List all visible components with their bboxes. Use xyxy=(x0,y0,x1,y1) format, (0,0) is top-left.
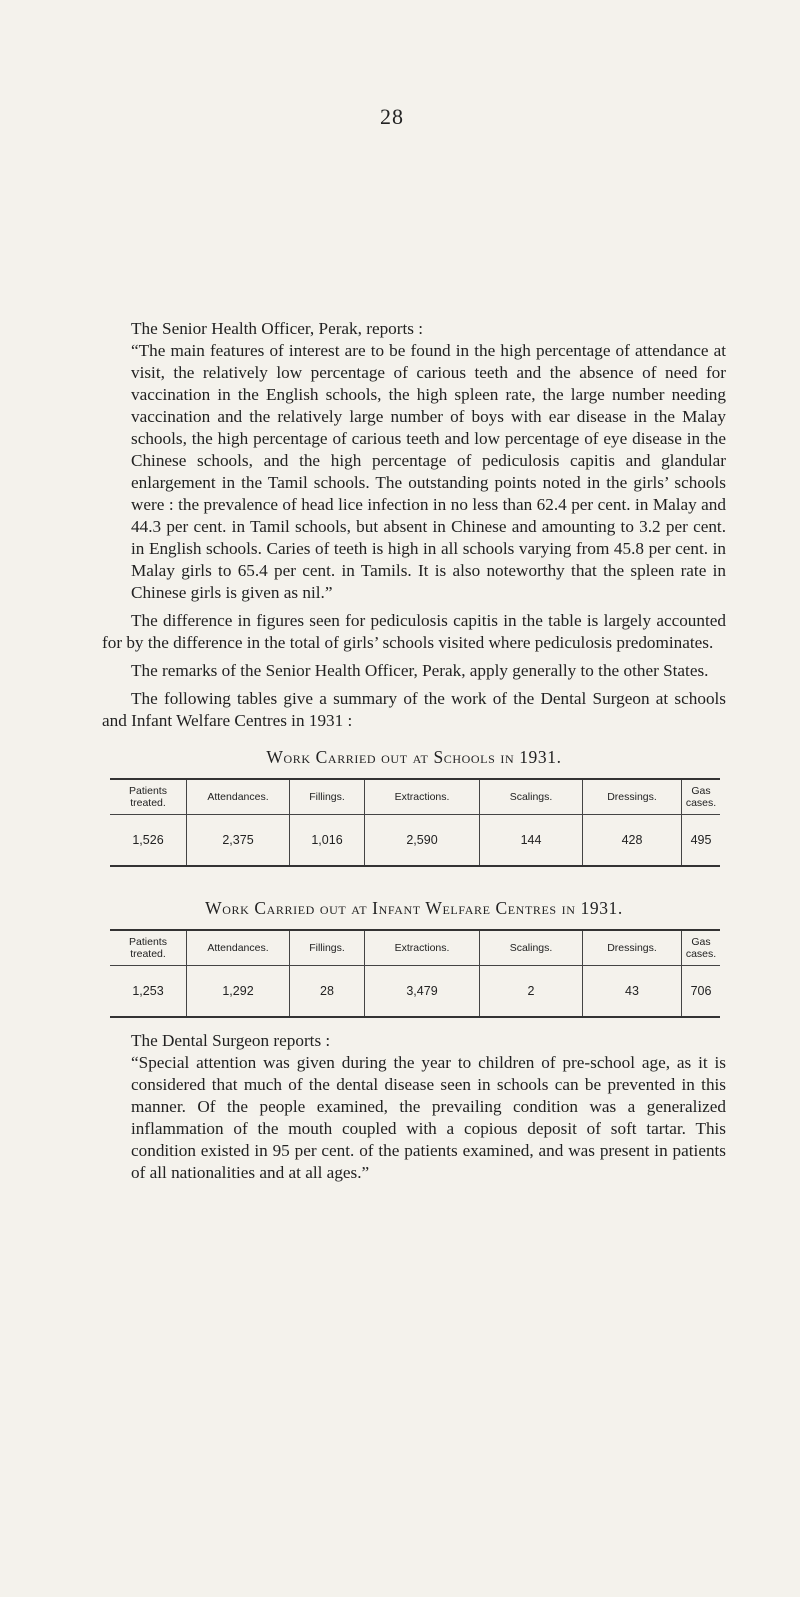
cell-extractions: 2,590 xyxy=(365,815,480,867)
cell-gas-cases: 706 xyxy=(682,966,721,1018)
paragraph-tables-intro: The following tables give a summary of the work of the Dental Surgeon at schools and Infant Welfare Centres in 1931 : xyxy=(102,689,726,730)
col-extractions: Extractions. xyxy=(365,930,480,966)
report-body xyxy=(102,318,726,1184)
cell-fillings: 28 xyxy=(290,966,365,1018)
col-extractions: Extractions. xyxy=(365,779,480,815)
cell-dressings: 428 xyxy=(583,815,682,867)
welfare-work-table xyxy=(110,929,720,1018)
perak-quote: “The main features of interest are to be found in the high percentage of attendance at visit, the relatively low percentage of carious teeth and the absence of need for vaccination in the English schools, the high spleen rate, the large number needing vaccination and the relatively large number of boys with ear disease in the Malay schools, the high percentage of carious teeth and low percentage of eye disease in the Chinese schools, and the high percentage of pediculosis capitis and glandular enlargement in the Tamil schools. The outstanding points noted in the girls’ schools were : the prevalence of head lice infection in no less than 62.4 per cent. in Malay and 44.3 per cent. in Tamil schools, but absent in Chinese and amounting to 3.2 per cent. in English schools. Caries of teeth is high in all schools varying from 45.8 per cent. in Malay girls to 65.4 per cent. in Tamils. It is also noteworthy that the spleen rate in Chinese girls is given as nil.” xyxy=(131,341,726,602)
cell-scalings: 2 xyxy=(480,966,583,1018)
col-gas-cases: Gas cases. xyxy=(682,779,721,815)
cell-gas-cases: 495 xyxy=(682,815,721,867)
table-header-row xyxy=(110,930,720,966)
table-header-row xyxy=(110,779,720,815)
welfare-table-title: Work Carried out at Infant Welfare Centres in 1931. xyxy=(205,898,623,918)
col-attendances: Attendances. xyxy=(187,930,290,966)
col-scalings: Scalings. xyxy=(480,779,583,815)
col-fillings: Fillings. xyxy=(290,930,365,966)
cell-extractions: 3,479 xyxy=(365,966,480,1018)
cell-attendances: 1,292 xyxy=(187,966,290,1018)
schools-work-table xyxy=(110,778,720,867)
col-fillings: Fillings. xyxy=(290,779,365,815)
col-dressings: Dressings. xyxy=(583,779,682,815)
cell-patients-treated: 1,253 xyxy=(132,984,164,998)
col-patients-treated: Patients treated. xyxy=(110,930,187,966)
cell-patients-treated: 1,526 xyxy=(132,833,164,847)
col-dressings: Dressings. xyxy=(583,930,682,966)
cell-dressings: 43 xyxy=(583,966,682,1018)
col-gas-cases: Gas cases. xyxy=(682,930,721,966)
table-row xyxy=(110,966,720,1018)
table-row xyxy=(110,815,720,867)
cell-attendances: 2,375 xyxy=(187,815,290,867)
paragraph-pediculosis: The difference in figures seen for pediculosis capitis in the table is largely accounted for by the difference in the total of girls’ schools visited where pediculosis predominates. xyxy=(102,611,726,652)
dental-surgeon-intro: The Dental Surgeon reports : xyxy=(131,1031,331,1050)
paragraph-remarks: The remarks of the Senior Health Officer, Perak, apply generally to the other States. xyxy=(131,661,709,680)
intro-line: The Senior Health Officer, Perak, reports : xyxy=(131,319,424,338)
schools-table-title: Work Carried out at Schools in 1931. xyxy=(266,747,562,767)
cell-fillings: 1,016 xyxy=(290,815,365,867)
page-number: 28 xyxy=(380,104,404,129)
col-patients-treated: Patients treated. xyxy=(110,779,187,815)
col-attendances: Attendances. xyxy=(187,779,290,815)
col-scalings: Scalings. xyxy=(480,930,583,966)
dental-surgeon-quote: “Special attention was given during the year to children of pre-school age, as it is considered that much of the dental disease seen in schools can be prevented in this manner. Of the people examined, the prevailing condition was a generalized inflammation of the mouth coupled with a copious deposit of soft tartar. This condition existed in 95 per cent. of the patients examined, and was present in patients of all nationalities and at all ages.” xyxy=(131,1053,726,1182)
cell-scalings: 144 xyxy=(480,815,583,867)
